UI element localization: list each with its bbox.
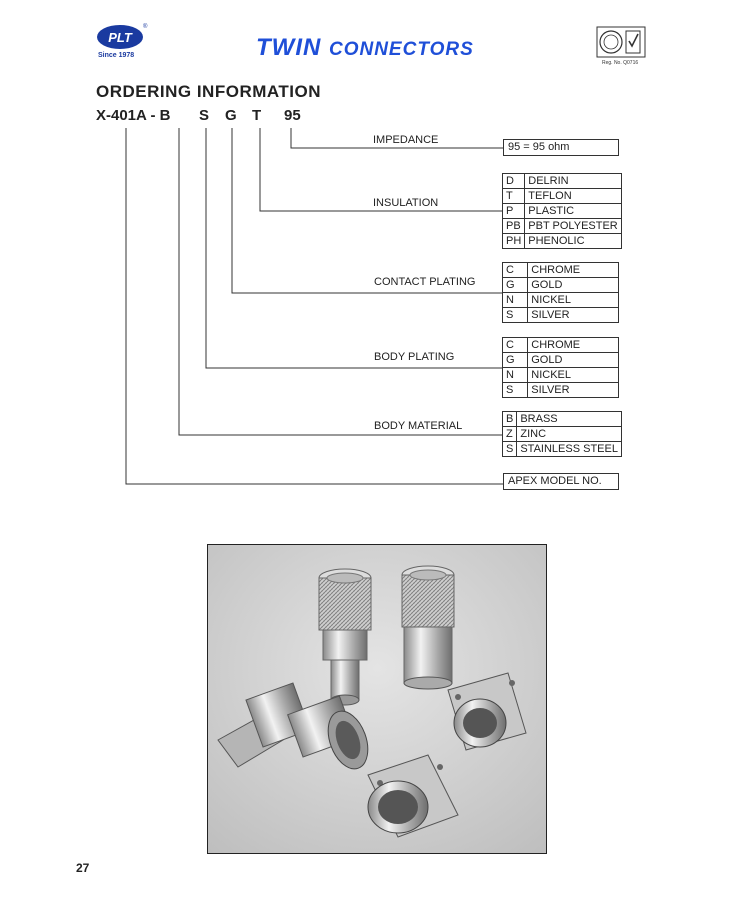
table-row (503, 278, 619, 293)
option-desc: GOLD (528, 353, 619, 368)
since-label: Since 1978 (98, 52, 135, 59)
table-row (503, 219, 622, 234)
option-code: P (503, 204, 525, 219)
table-row (503, 174, 622, 189)
option-desc: PHENOLIC (525, 234, 621, 249)
option-code: C (503, 263, 528, 278)
upright-connector-2 (402, 566, 454, 689)
table-row (503, 427, 622, 442)
body-plating-options-table (502, 337, 619, 398)
option-desc: CHROME (528, 338, 619, 353)
ordering-heading: ORDERING INFORMATION (96, 82, 322, 101)
table-row (503, 353, 619, 368)
product-photo (207, 544, 547, 854)
table-row (503, 293, 619, 308)
insulation-options-table (502, 173, 622, 249)
contact-plating-options-table (502, 262, 619, 323)
option-desc: ZINC (517, 427, 622, 442)
body-material-label: BODY MATERIAL (374, 420, 463, 432)
table-row (503, 263, 619, 278)
option-desc: STAINLESS STEEL (517, 442, 622, 457)
option-code: S (503, 308, 528, 323)
page-number: 27 (76, 861, 90, 875)
logo-text: PLT (108, 30, 132, 45)
table-row (503, 308, 619, 323)
option-desc: PBT POLYESTER (525, 219, 621, 234)
option-desc: SILVER (528, 383, 619, 398)
svg-text:®: ® (143, 24, 148, 30)
impedance-label: IMPEDANCE (373, 134, 439, 146)
option-desc: TEFLON (525, 189, 621, 204)
code-part-contact-plating: G (225, 107, 237, 124)
option-code: Z (503, 427, 517, 442)
registration-number: Reg. No. Q0716 (602, 60, 639, 66)
code-part-insulation: T (252, 107, 262, 124)
code-part-body-plating: S (199, 107, 210, 124)
table-row (503, 412, 622, 427)
option-desc: CHROME (528, 263, 619, 278)
code-part-model-material: X-401A - B (96, 107, 171, 124)
table-row (503, 204, 622, 219)
body-plating-label: BODY PLATING (374, 351, 455, 363)
option-code: T (503, 189, 525, 204)
option-code: G (503, 278, 528, 293)
table-row (503, 368, 619, 383)
option-code: N (503, 293, 528, 308)
option-code: S (503, 442, 517, 457)
option-code: D (503, 174, 525, 189)
code-part-impedance: 95 (284, 107, 301, 124)
option-code: S (503, 383, 528, 398)
option-desc: BRASS (517, 412, 622, 427)
option-code: N (503, 368, 528, 383)
table-row (503, 338, 619, 353)
impedance-value-box: 95 = 95 ohm (503, 139, 619, 156)
option-desc: DELRIN (525, 174, 621, 189)
option-desc: PLASTIC (525, 204, 621, 219)
option-code: PH (503, 234, 525, 249)
option-desc: SILVER (528, 308, 619, 323)
option-desc: NICKEL (528, 293, 619, 308)
option-code: C (503, 338, 528, 353)
option-code: B (503, 412, 517, 427)
option-code: PB (503, 219, 525, 234)
table-row (503, 383, 619, 398)
table-row (503, 189, 622, 204)
body-material-options-table (502, 411, 622, 457)
insulation-label: INSULATION (373, 197, 439, 209)
table-row (503, 234, 622, 249)
connectors-illustration (208, 545, 546, 853)
table-row (503, 442, 622, 457)
title-rest: CONNECTORS (328, 39, 474, 60)
contact-plating-label: CONTACT PLATING (374, 276, 476, 288)
option-desc: GOLD (528, 278, 619, 293)
title-main: TWIN (256, 34, 322, 61)
option-code: G (503, 353, 528, 368)
apex-model-box: APEX MODEL NO. (503, 473, 619, 490)
option-desc: NICKEL (528, 368, 619, 383)
